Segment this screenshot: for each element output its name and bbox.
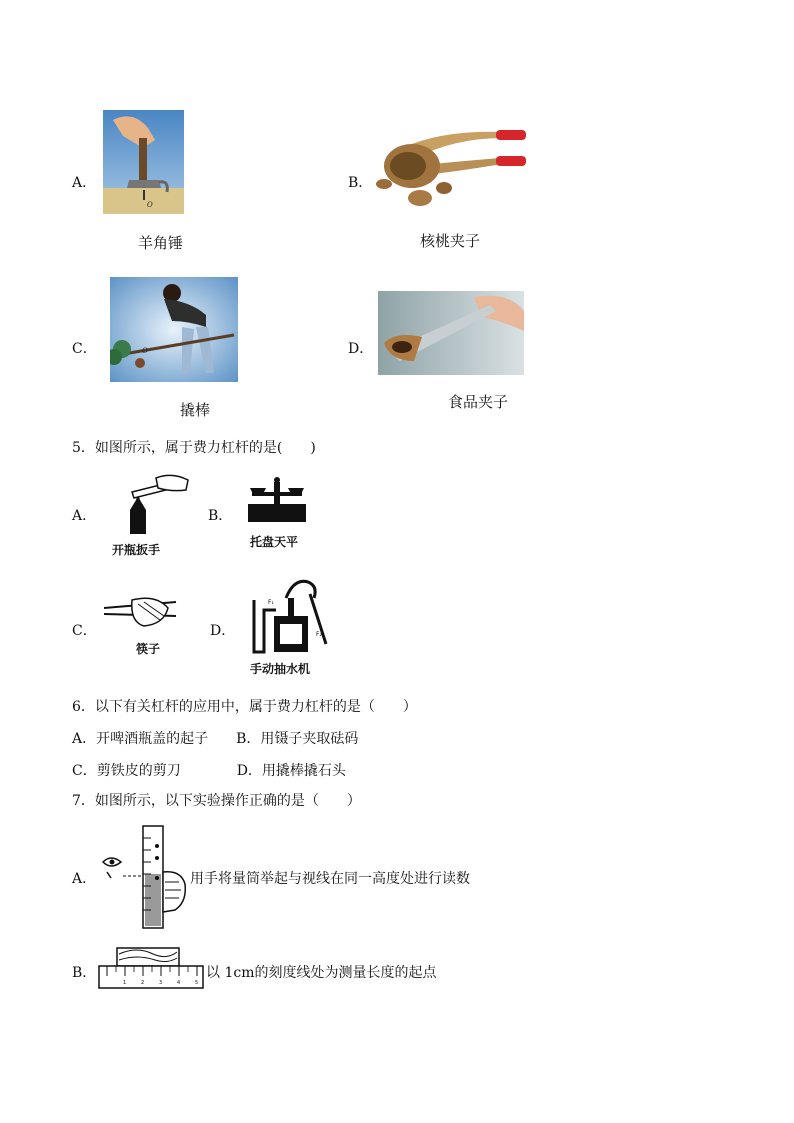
q5-option-c-letter: C． [72, 623, 97, 639]
option-a-caption: 羊角锤 [138, 234, 184, 252]
option-c-caption: 撬棒 [180, 401, 211, 419]
q5-option-b-caption: 托盘天平 [250, 535, 299, 549]
question-6-stem: 6．以下有关杠杆的应用中，属于费力杠杆的是（ ） [72, 699, 417, 715]
option-d-caption: 食品夹子 [448, 393, 509, 411]
question-6-options-row-2: C．剪铁皮的剪刀 D．用撬棒撬石头 [72, 763, 346, 779]
q5-option-c-caption: 筷子 [136, 642, 161, 656]
q5-option-b-letter: B． [208, 508, 233, 524]
crowbar-photo [110, 277, 238, 382]
q5-option-a-caption: 开瓶扳手 [112, 543, 161, 557]
q5-option-a-letter: A． [72, 508, 97, 524]
ruler-figure [97, 944, 205, 990]
hand-water-pump-figure [250, 576, 332, 656]
question-6-options-row-1: A．开啤酒瓶盖的起子 B．用镊子夹取砝码 [72, 731, 359, 747]
option-a-letter: A． [72, 175, 97, 191]
svg-text:1: 1 [123, 980, 127, 986]
measuring-cylinder-figure [97, 818, 190, 934]
option-d-letter: D． [348, 341, 374, 357]
q5-option-d-caption: 手动抽水机 [250, 662, 311, 676]
balance-scale-figure [242, 474, 312, 526]
svg-text:F₁: F₁ [268, 599, 274, 606]
nutcracker-photo [372, 126, 529, 214]
claw-hammer-photo [103, 110, 184, 214]
svg-text:F₂: F₂ [316, 631, 322, 638]
option-b-letter: B． [348, 175, 373, 191]
svg-text:4: 4 [177, 980, 181, 986]
bottle-opener-figure [112, 470, 194, 536]
svg-text:5: 5 [195, 980, 199, 986]
chopsticks-figure [102, 594, 178, 636]
q7-option-a-text: 用手将量筒举起与视线在同一高度处进行读数 [190, 871, 470, 887]
q5-option-d-letter: D． [210, 623, 236, 639]
svg-text:2: 2 [141, 980, 145, 986]
svg-text:O: O [142, 347, 148, 355]
option-b-caption: 核桃夹子 [420, 232, 481, 250]
svg-text:3: 3 [159, 980, 163, 986]
q7-option-b-text: 以 1cm的刻度线处为测量长度的起点 [206, 965, 437, 981]
svg-text:O: O [147, 201, 153, 209]
q7-option-a-letter: A． [72, 871, 97, 887]
question-7-stem: 7．如图所示，以下实验操作正确的是（ ） [72, 793, 361, 809]
question-5-stem: 5．如图所示，属于费力杠杆的是( ) [72, 440, 316, 456]
option-c-letter: C． [72, 341, 97, 357]
q7-option-b-letter: B． [72, 965, 97, 981]
food-tongs-photo [378, 291, 524, 375]
